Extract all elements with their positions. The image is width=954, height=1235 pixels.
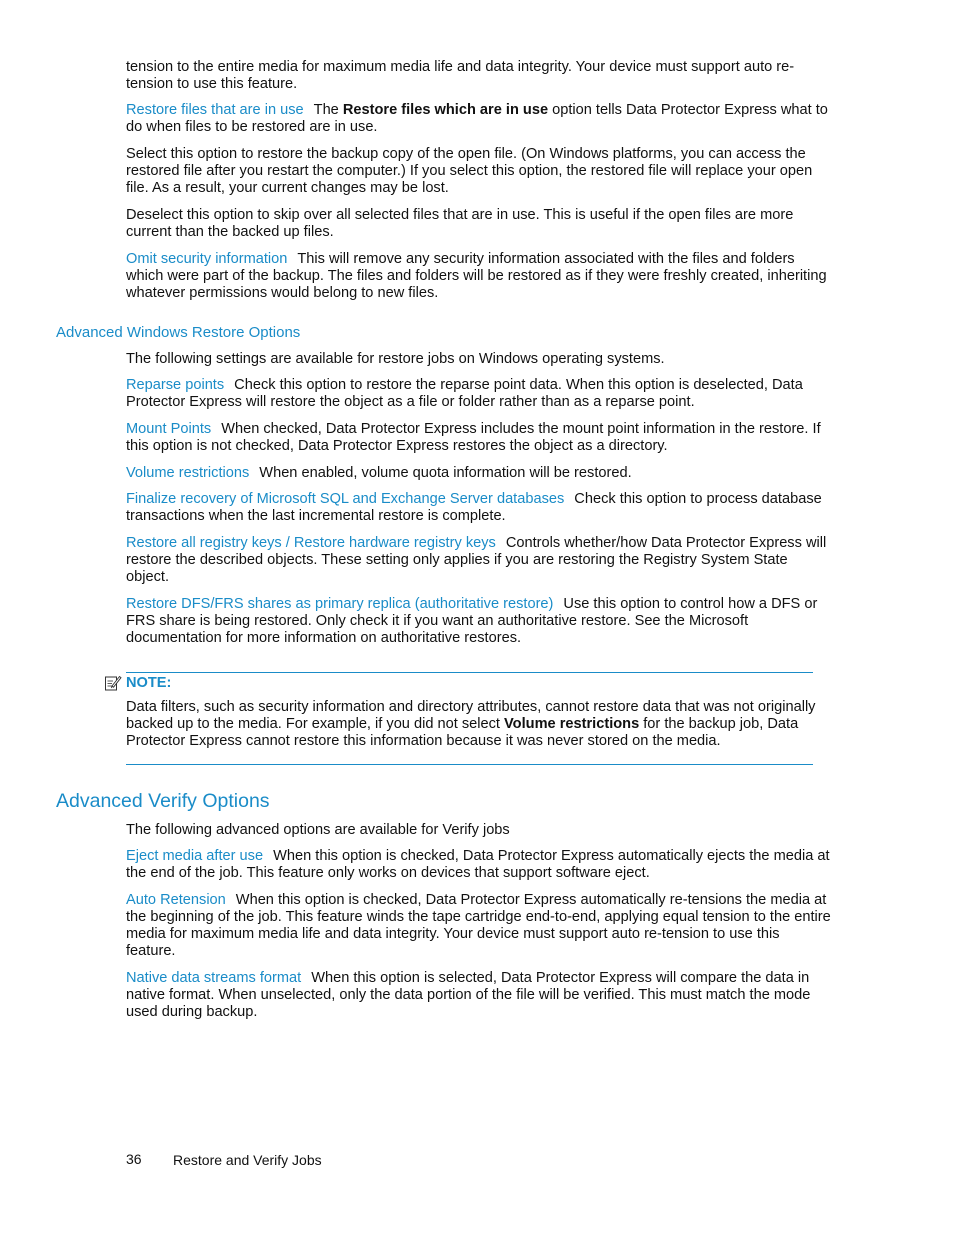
paragraph-text: Deselect this option to skip over all selected files that are in use. This is useful if the open files are more current than the backed up files. xyxy=(126,207,794,240)
option-description: When this option is selected, Data Protector Express will compare the data in native format. When unselected, only the data portion of the file will be verified. This must match the mode used during backup. xyxy=(126,970,811,1020)
option-term: Omit security information xyxy=(126,251,288,267)
paragraph-text: option tells Data Protector Express what to do when files to be restored are in use. xyxy=(126,102,828,135)
page-number: 36 xyxy=(126,1151,142,1167)
option-term: Native data streams format xyxy=(126,970,302,986)
paragraph-omit-security xyxy=(126,251,832,302)
paragraph-text: tension to the entire media for maximum media life and data integrity. Your device must support auto re-tension to use this feature. xyxy=(126,59,795,92)
option-volume-restrictions xyxy=(126,465,832,482)
windows-restore-heading: Advanced Windows Restore Options xyxy=(56,324,301,341)
option-term: Restore all registry keys / Restore hardware registry keys xyxy=(126,535,496,551)
option-finalize-recovery xyxy=(126,491,832,525)
option-mount-points xyxy=(126,421,832,455)
option-description: When this option is checked, Data Protector Express automatically ejects the media at the end of the job. This feature only works on devices that support software eject. xyxy=(126,848,830,881)
note-text: Data filters, such as security information and directory attributes, cannot restore data that was not originally backed up to the media. For example, if you did not select xyxy=(126,699,816,732)
windows-restore-intro: The following settings are available for restore jobs on Windows operating systems. xyxy=(126,351,665,367)
option-description: Controls whether/how Data Protector Express will restore the described objects. These setting only applies if you are restoring the Registry System State object. xyxy=(126,535,827,585)
bold-term: Restore files which are in use xyxy=(342,102,549,118)
paragraph-deselect-option xyxy=(126,207,832,241)
option-term: Auto Retension xyxy=(126,892,226,908)
paragraph-text: The xyxy=(313,102,343,118)
paragraph-retension-continued xyxy=(126,59,832,93)
option-term: Volume restrictions xyxy=(126,465,250,481)
note-top-rule xyxy=(126,672,813,673)
paragraph-select-option xyxy=(126,146,832,197)
option-term: Restore DFS/FRS shares as primary replica (authoritative restore) xyxy=(126,596,554,612)
option-description: When this option is checked, Data Protector Express automatically re-tensions the media at the beginning of the job. This feature winds the tape cartridge end-to-end, applying equal tension to the entire media for maximum media life and data integrity. Your device must support auto re-tension to use this feature. xyxy=(126,892,831,959)
option-dfs-frs-shares xyxy=(126,596,832,647)
option-term: Reparse points xyxy=(126,377,225,393)
paragraph-text: This will remove any security information associated with the files and folders which were part of the backup. The files and folders will be restored as if they were freshly created, inheriting whatever permissions would belong to new files. xyxy=(126,251,827,301)
note-label: NOTE: xyxy=(126,675,172,691)
option-description: Check this option to restore the reparse point data. When this option is deselected, Data Protector Express will restore the object as a file or folder rather than as a reparse point. xyxy=(126,377,803,410)
option-description: When enabled, volume quota information will be restored. xyxy=(259,465,632,481)
option-term: Restore files that are in use xyxy=(126,102,304,118)
option-reparse-points xyxy=(126,377,832,411)
option-description: Use this option to control how a DFS or FRS share is being restored. Only check it if you want an authoritative restore. See the Microsoft documentation for more information on authoritative restores. xyxy=(126,596,818,646)
option-registry-keys xyxy=(126,535,832,586)
note-bottom-rule xyxy=(126,764,813,765)
option-auto-retension xyxy=(126,892,832,960)
option-native-data-streams xyxy=(126,970,832,1021)
option-term: Eject media after use xyxy=(126,848,264,864)
option-eject-media xyxy=(126,848,832,882)
footer-chapter-title: Restore and Verify Jobs xyxy=(173,1152,322,1168)
option-term: Mount Points xyxy=(126,421,212,437)
option-description: When checked, Data Protector Express includes the mount point information in the restore. If this option is not checked, Data Protector Express restores the object as a directory. xyxy=(126,421,821,454)
bold-term: Volume restrictions xyxy=(504,716,640,732)
paragraph-restore-in-use xyxy=(126,102,832,136)
option-term: Finalize recovery of Microsoft SQL and Exchange Server databases xyxy=(126,491,565,507)
verify-options-intro: The following advanced options are available for Verify jobs xyxy=(126,822,510,838)
note-body xyxy=(126,699,816,750)
option-description: Check this option to process database transactions when the last incremental restore is complete. xyxy=(126,491,822,524)
paragraph-text: Select this option to restore the backup copy of the open file. (On Windows platforms, you can access the restored file after you restart the computer.) If you select this option, the restored file will replace your open file. As a result, your current changes may be lost. xyxy=(126,146,813,196)
verify-options-heading: Advanced Verify Options xyxy=(56,790,270,812)
note-text: for the backup job, Data Protector Express cannot restore this information because it was never stored on the media. xyxy=(126,716,799,749)
note-pencil-icon xyxy=(104,674,122,692)
